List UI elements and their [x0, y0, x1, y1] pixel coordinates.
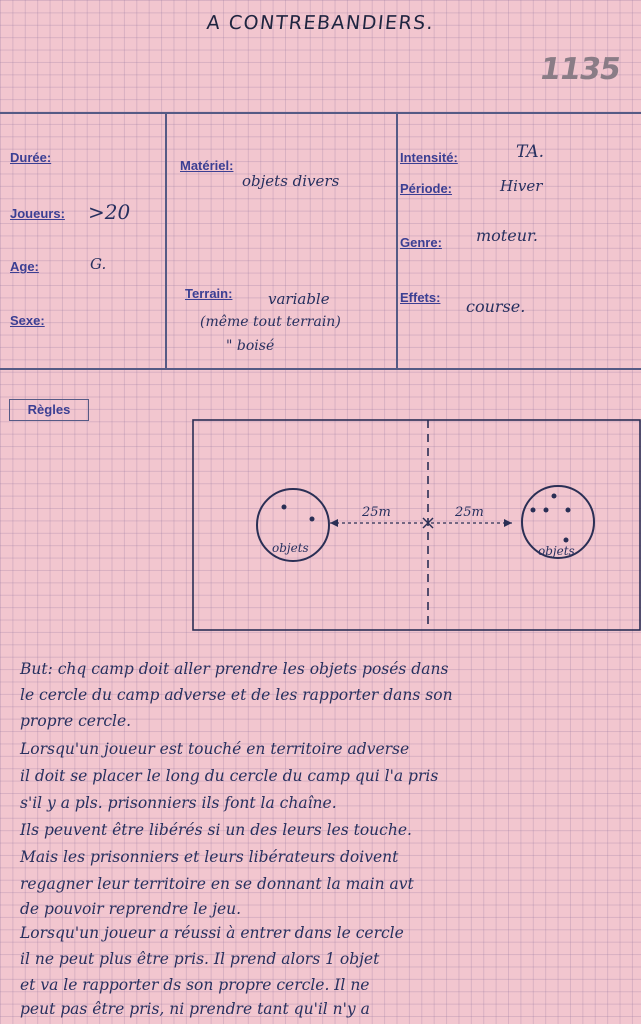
- left-distance-label: 25m: [362, 505, 391, 520]
- duree-label: Durée:: [10, 150, 52, 165]
- rules-line-7: Ils peuvent être libérés si un des leurs les touche.: [20, 821, 412, 839]
- rules-line-10: de pouvoir reprendre le jeu.: [20, 900, 242, 918]
- rules-line-14: peut pas être pris, ni prendre tant qu'il n'y a: [20, 1000, 370, 1018]
- arrowhead-left: [330, 519, 338, 527]
- right-object-3: [566, 508, 571, 513]
- field-boundary: [193, 420, 640, 630]
- terrain-value-line-3: " boisé: [226, 338, 275, 354]
- joueurs-value: >20: [88, 200, 131, 224]
- rules-line-4: Lorsqu'un joueur est touché en territoire adverse: [20, 740, 410, 758]
- terrain-label: Terrain:: [185, 286, 233, 301]
- right-object-4: [531, 508, 536, 513]
- joueurs-label: Joueurs:: [10, 206, 65, 221]
- rules-line-2: le cercle du camp adverse et de les rapporter dans son: [20, 686, 453, 704]
- age-value: G.: [90, 255, 107, 273]
- rules-line-9: regagner leur territoire en se donnant la main avt: [20, 875, 414, 893]
- intensite-value: TA.: [516, 142, 545, 162]
- age-label: Age:: [10, 259, 39, 274]
- genre-value: moteur.: [476, 226, 538, 245]
- left-object-1: [282, 505, 287, 510]
- genre-label: Genre:: [400, 235, 442, 250]
- terrain-value-line-1: variable: [268, 290, 330, 308]
- effets-value: course.: [466, 297, 526, 316]
- periode-value: Hiver: [500, 177, 543, 195]
- right-circle-label: objets: [538, 544, 575, 558]
- rules-line-11: Lorsqu'un joueur a réussi à entrer dans le cercle: [20, 924, 404, 942]
- rules-line-12: il ne peut plus être pris. Il prend alors 1 objet: [20, 950, 380, 968]
- left-circle-label: objets: [272, 541, 309, 555]
- file-number-stamp: 1135: [536, 52, 623, 87]
- right-object-2: [544, 508, 549, 513]
- effets-label: Effets:: [400, 290, 441, 305]
- right-object-5: [564, 538, 569, 543]
- right-distance-label: 25m: [455, 505, 484, 520]
- rules-line-5: il doit se placer le long du cercle du camp qui l'a pris: [20, 767, 439, 785]
- regles-label: Règles: [9, 399, 89, 421]
- periode-label: Période:: [400, 181, 453, 196]
- rules-line-6: s'il y a pls. prisonniers ils font la chaîne.: [20, 794, 337, 812]
- right-object-1: [552, 494, 557, 499]
- intensite-label: Intensité:: [400, 150, 458, 165]
- card-title: A CONTREBANDIERS.: [205, 12, 436, 34]
- arrowhead-right: [504, 519, 512, 527]
- rules-line-1: But: chq camp doit aller prendre les objets posés dans: [20, 660, 449, 678]
- materiel-label: Matériel:: [180, 158, 234, 173]
- rules-line-3: propre cercle.: [20, 712, 132, 730]
- rules-line-8: Mais les prisonniers et leurs libérateurs doivent: [20, 848, 399, 866]
- sexe-label: Sexe:: [10, 313, 45, 328]
- terrain-value-line-2: (même tout terrain): [200, 314, 341, 330]
- left-object-2: [310, 517, 315, 522]
- materiel-value: objets divers: [242, 172, 340, 190]
- rules-line-13: et va le rapporter ds son propre cercle. Il ne: [20, 976, 370, 994]
